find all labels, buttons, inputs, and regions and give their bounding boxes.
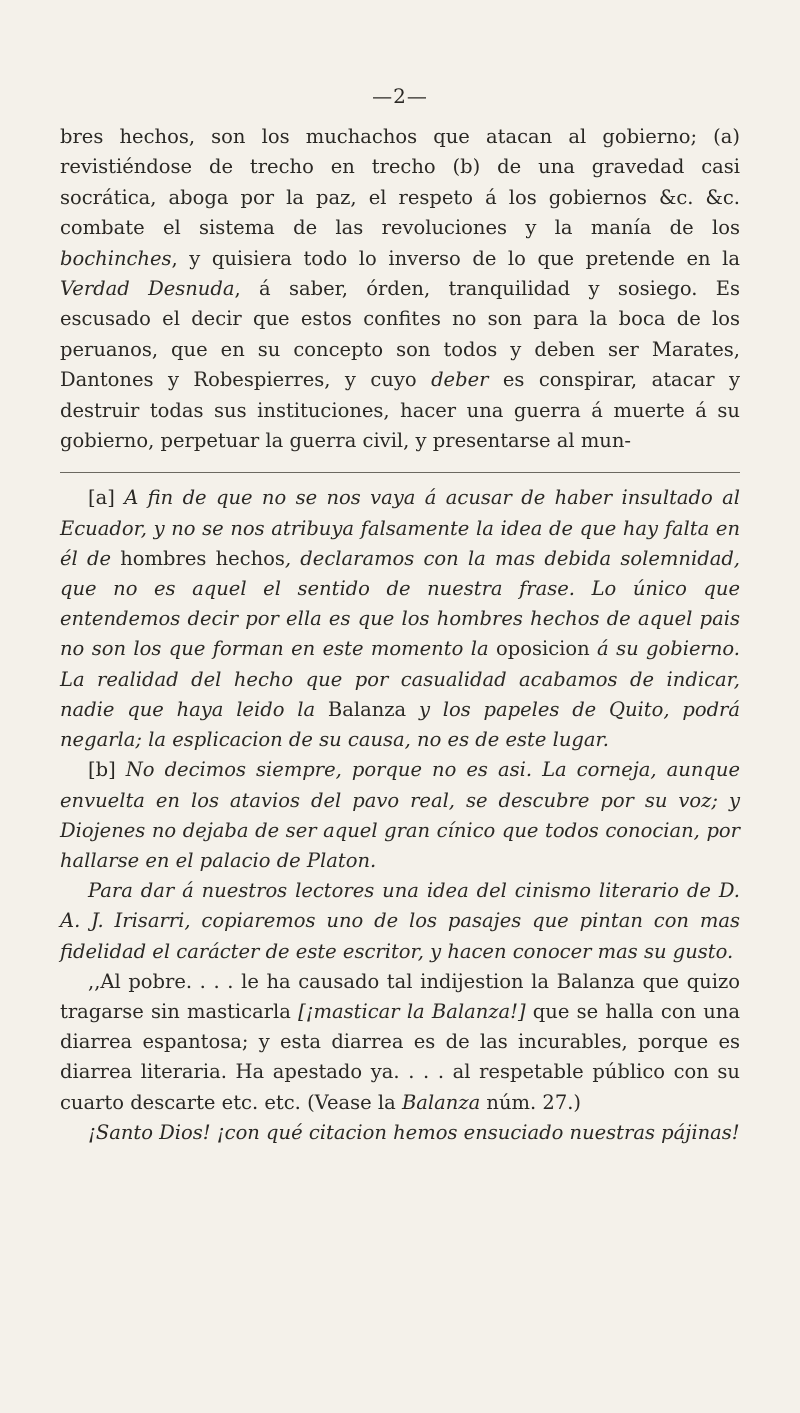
main-paragraph [60,122,740,456]
footnote-text: A fin de que no se nos vaya á acusar de haber insultado al Ecuador, y no se nos atribuya falsamente la idea de que hay falta en él de [60,486,740,570]
footnote-text-roman: Balanza [327,697,407,721]
body-italic-bochinches: bochinches [60,246,172,270]
footnote-text-roman: hombres hechos [120,546,285,570]
body-text: bres hechos, son los muchachos que atacan al gobierno; (a) revistiéndose de trecho en trecho (b) de una gravedad casi socrática, aboga por la paz, el respeto á los gobiernos &c. &c. combate el sistema de las revoluciones y la manía de los [60,125,740,240]
footnote-quote [60,967,740,1118]
footnote-text: y los papeles de Quito, podrá negarla; la esplicacion de su causa, no es de este lugar. [60,697,740,752]
body-italic-verdad-desnuda: Verdad Desnuda [60,277,235,301]
footnote-paragraph: Para dar á nuestros lectores una idea del cinismo literario de D. A. J. Irisarri, copiaremos uno de los pasajes que pintan con mas fidelidad el carácter de este escritor, y hacen conocer mas su gusto. [60,879,740,963]
footnote-mark: [b] [88,758,116,782]
quote-text: ,,Al pobre. . . . le ha causado tal indijestion la Balanza que quizo tragarse sin masticarla [60,969,740,1023]
body-text: es conspirar, atacar y destruir todas sus instituciones, hacer una guerra á muerte á su gobierno, perpetuar la guerra civil, y presentarse al mun- [60,368,740,453]
footnote-text-roman: oposicion [495,637,590,661]
book-page [60,82,740,1148]
footnote-a [60,483,740,755]
footnote-mark: [a] [88,486,115,510]
body-text: , y quisiera todo lo inverso de lo que pretende en la [171,246,740,270]
page-number: —2— [372,84,428,108]
footnote-text: No decimos siempre, porque no es asi. La corneja, aunque envuelta en los atavios del pavo real, se descubre por su voz; y Diojenes no dejaba de ser aquel gran cínico que todos conocian, por hallarse en el palacio de Platon. [60,758,740,872]
footnote-b [60,755,740,876]
footnote-divider [60,472,740,473]
quote-text: que se halla con una diarrea espantosa; y esta diarrea es de las incurables, porque es diarrea literaria. Ha apestado ya. . . . al respetable público con su cuarto descarte etc. etc. (Vease la [60,999,740,1114]
closing-exclamation: ¡Santo Dios! ¡con qué citacion hemos ensuciado nuestras pájinas! [88,1120,740,1144]
quote-text: núm. 27.) [480,1090,582,1114]
footnote-text: , declaramos con la mas debida solemnidad, que no es aquel el sentido de nuestra frase. Lo único que entendemos decir por ella es que los hombres hechos de aquel pais no son los que forman en este momento la [60,546,740,661]
quote-italic: Balanza [401,1090,481,1114]
body-text: , á saber, órden, tranquilidad y sosiego. Es escusado el decir que estos confites no son para la boca de los peruanos, que en su concepto son todos y deben ser Marates, Dantones y Robespierres, y cuyo [60,277,740,392]
footnote-text: á su gobierno. La realidad del hecho que por casualidad acabamos de indicar, nadie que haya leido la [60,637,740,721]
footnotes [60,483,740,1147]
body-italic-deber: deber [431,368,489,392]
quote-italic: [¡masticar la Balanza!] [298,999,526,1023]
